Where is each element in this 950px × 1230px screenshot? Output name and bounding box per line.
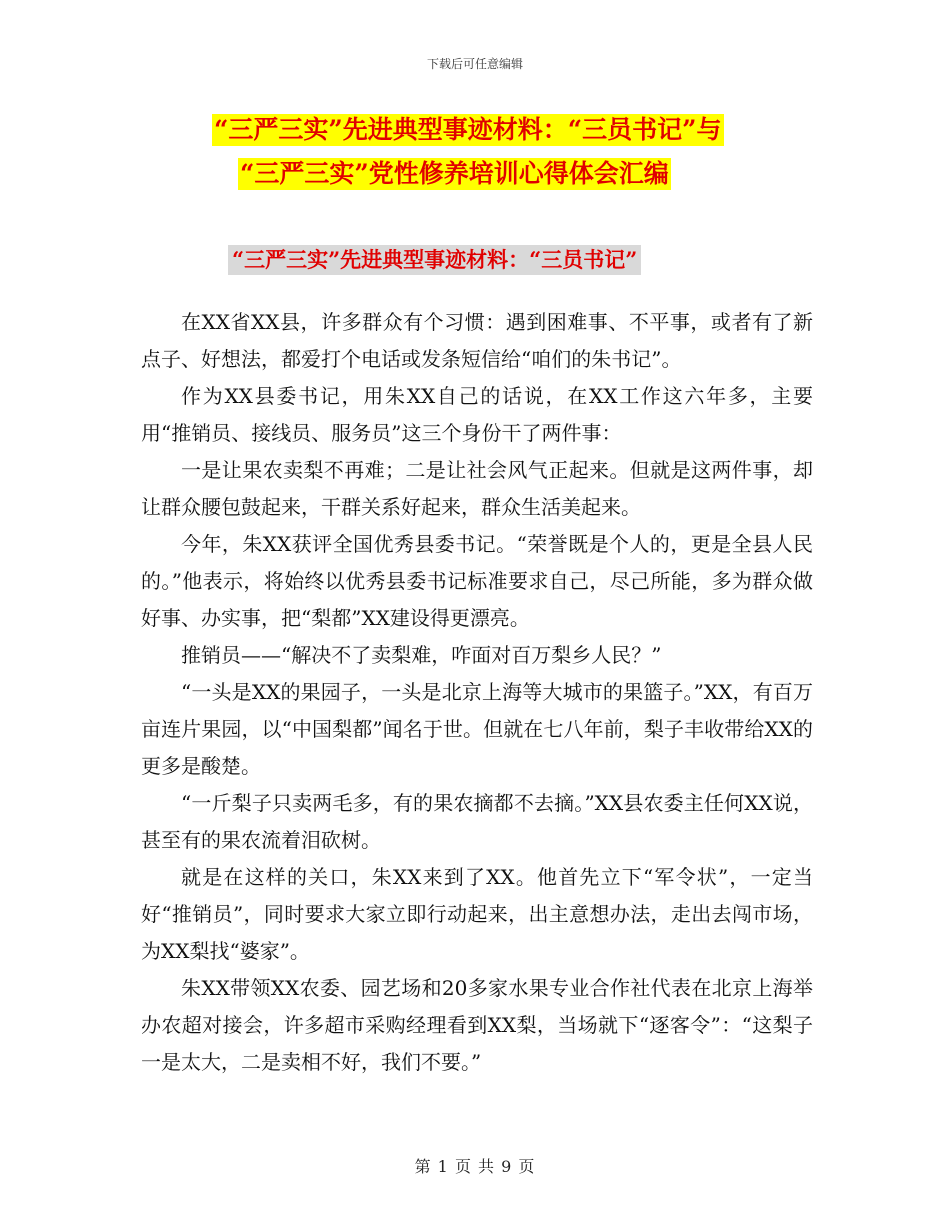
paragraph: 作为XX县委书记，用朱XX自己的话说，在XX工作这六年多，主要用“推销员、接线员、服务员”这三个身份干了两件事： bbox=[141, 384, 813, 445]
document-title-line-2: “三严三实”党性修养培训心得体会汇编 bbox=[240, 159, 669, 188]
section-heading: “三严三实”先进典型事迹材料：“三员书记” bbox=[228, 245, 641, 275]
body-text bbox=[141, 304, 813, 1081]
paragraph: 就是在这样的关口，朱XX来到了XX。他首先立下“军令状”，一定当好“推销员”，同时要求大家立即行动起来，出主意想办法，走出去闯市场，为XX梨找“婆家”。 bbox=[141, 865, 813, 963]
paragraph: 在XX省XX县，许多群众有个习惯：遇到困难事、不平事，或者有了新点子、好想法，都爱打个电话或发条短信给“咱们的朱书记”。 bbox=[141, 310, 813, 371]
document-title-line-1: “三严三实”先进典型事迹材料：“三员书记”与 bbox=[214, 115, 722, 144]
paragraph: 今年，朱XX获评全国优秀县委书记。“荣誉既是个人的，更是全县人民的。”他表示，将始终以优秀县委书记标准要求自己，尽己所能，多为群众做好事、办实事，把“梨都”XX建设得更漂亮。 bbox=[141, 532, 813, 630]
paragraph: 一是让果农卖梨不再难；二是让社会风气正起来。但就是这两件事，却让群众腰包鼓起来，干群关系好起来，群众生活美起来。 bbox=[141, 458, 813, 519]
paragraph: 推销员——“解决不了卖梨难，咋面对百万梨乡人民？” bbox=[181, 643, 662, 667]
paragraph: “一斤梨子只卖两毛多，有的果农摘都不去摘。”XX县农委主任何XX说，甚至有的果农流着泪砍树。 bbox=[141, 791, 813, 852]
page-footer: 第 1 页 共 9 页 bbox=[414, 1157, 536, 1176]
page-header-note: 下载后可任意编辑 bbox=[426, 57, 523, 71]
paragraph: 朱XX带领XX农委、园艺场和20多家水果专业合作社代表在北京上海举办农超对接会，许多超市采购经理看到XX梨，当场就下“逐客令”：“这梨子一是太大，二是卖相不好，我们不要。” bbox=[141, 976, 813, 1074]
paragraph: “一头是XX的果园子，一头是北京上海等大城市的果篮子。”XX，有百万亩连片果园，以“中国梨都”闻名于世。但就在七八年前，梨子丰收带给XX的更多是酸楚。 bbox=[141, 680, 813, 778]
